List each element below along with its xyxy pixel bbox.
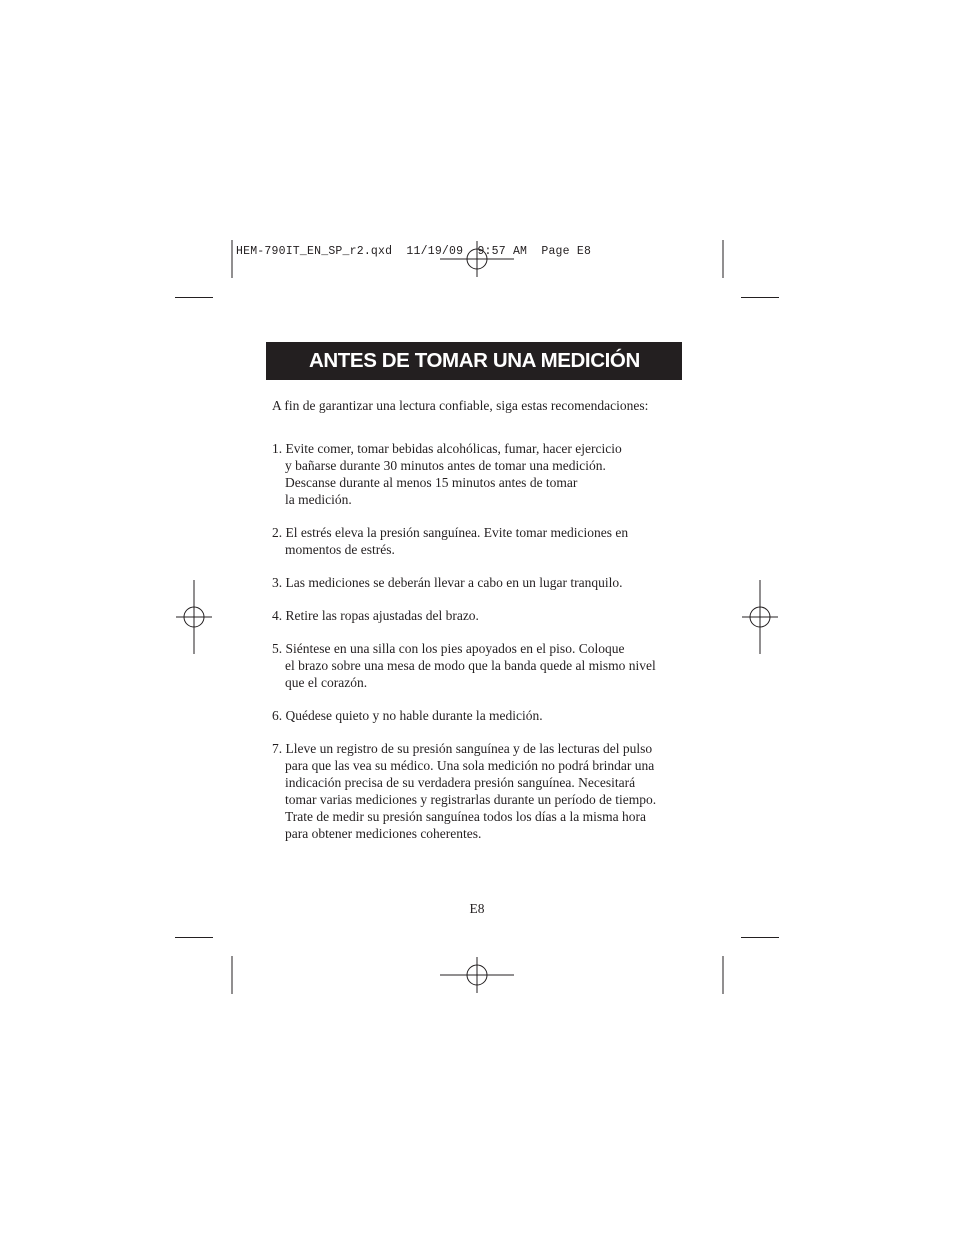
list-item-line: Descanse durante al menos 15 minutos antes de tomar — [285, 475, 578, 490]
intro-text: A fin de garantizar una lectura confiable, siga estas recomendaciones: — [272, 398, 649, 413]
registration-mark-right — [742, 580, 778, 654]
registration-mark-bottom — [440, 957, 514, 993]
page-number: E8 — [469, 901, 485, 916]
list-item-line: la medición. — [285, 492, 352, 507]
registration-mark-top — [440, 241, 514, 277]
list-item — [272, 740, 692, 842]
list-item-line: 2. El estrés eleva la presión sanguínea. Evite tomar mediciones en — [272, 525, 629, 540]
list-item — [272, 640, 692, 691]
section-title: ANTES DE TOMAR UNA MEDICIÓN — [309, 349, 640, 372]
list-item-line: 6. Quédese quieto y no hable durante la medición. — [272, 708, 543, 723]
print-slug-line: HEM-790IT_EN_SP_r2.qxd 11/19/09 9:57 AM Page E8 — [236, 245, 592, 258]
list-item-line: para obtener mediciones coherentes. — [285, 826, 482, 841]
recommendations-list — [272, 440, 692, 858]
list-item — [272, 440, 692, 508]
list-item-line: 7. Lleve un registro de su presión sanguínea y de las lecturas del pulso — [272, 741, 653, 756]
list-item-line: y bañarse durante 30 minutos antes de tomar una medición. — [285, 458, 606, 473]
list-item-line: para que las vea su médico. Una sola medición no podrá brindar una — [285, 758, 655, 773]
section-title-bar — [266, 342, 682, 380]
list-item-line: 5. Siéntese en una silla con los pies apoyados en el piso. Coloque — [272, 641, 625, 656]
list-item-line: indicación precisa de su verdadera presión sanguínea. Necesitará — [285, 775, 636, 790]
list-item-line: 1. Evite comer, tomar bebidas alcohólicas, fumar, hacer ejercicio — [272, 441, 622, 456]
list-item — [272, 607, 692, 624]
list-item-line: que el corazón. — [285, 675, 368, 690]
list-item-line: 3. Las mediciones se deberán llevar a cabo en un lugar tranquilo. — [272, 575, 623, 590]
list-item-line: tomar varias mediciones y registrarlas durante un período de tiempo. — [285, 792, 657, 807]
list-item — [272, 524, 692, 558]
list-item-line: momentos de estrés. — [285, 542, 395, 557]
list-item — [272, 574, 692, 591]
list-item-line: Trate de medir su presión sanguínea todos los días a la misma hora — [285, 809, 646, 824]
list-item-line: el brazo sobre una mesa de modo que la banda quede al mismo nivel — [285, 658, 656, 673]
list-item — [272, 707, 692, 724]
list-item-line: 4. Retire las ropas ajustadas del brazo. — [272, 608, 479, 623]
registration-mark-left — [176, 580, 212, 654]
